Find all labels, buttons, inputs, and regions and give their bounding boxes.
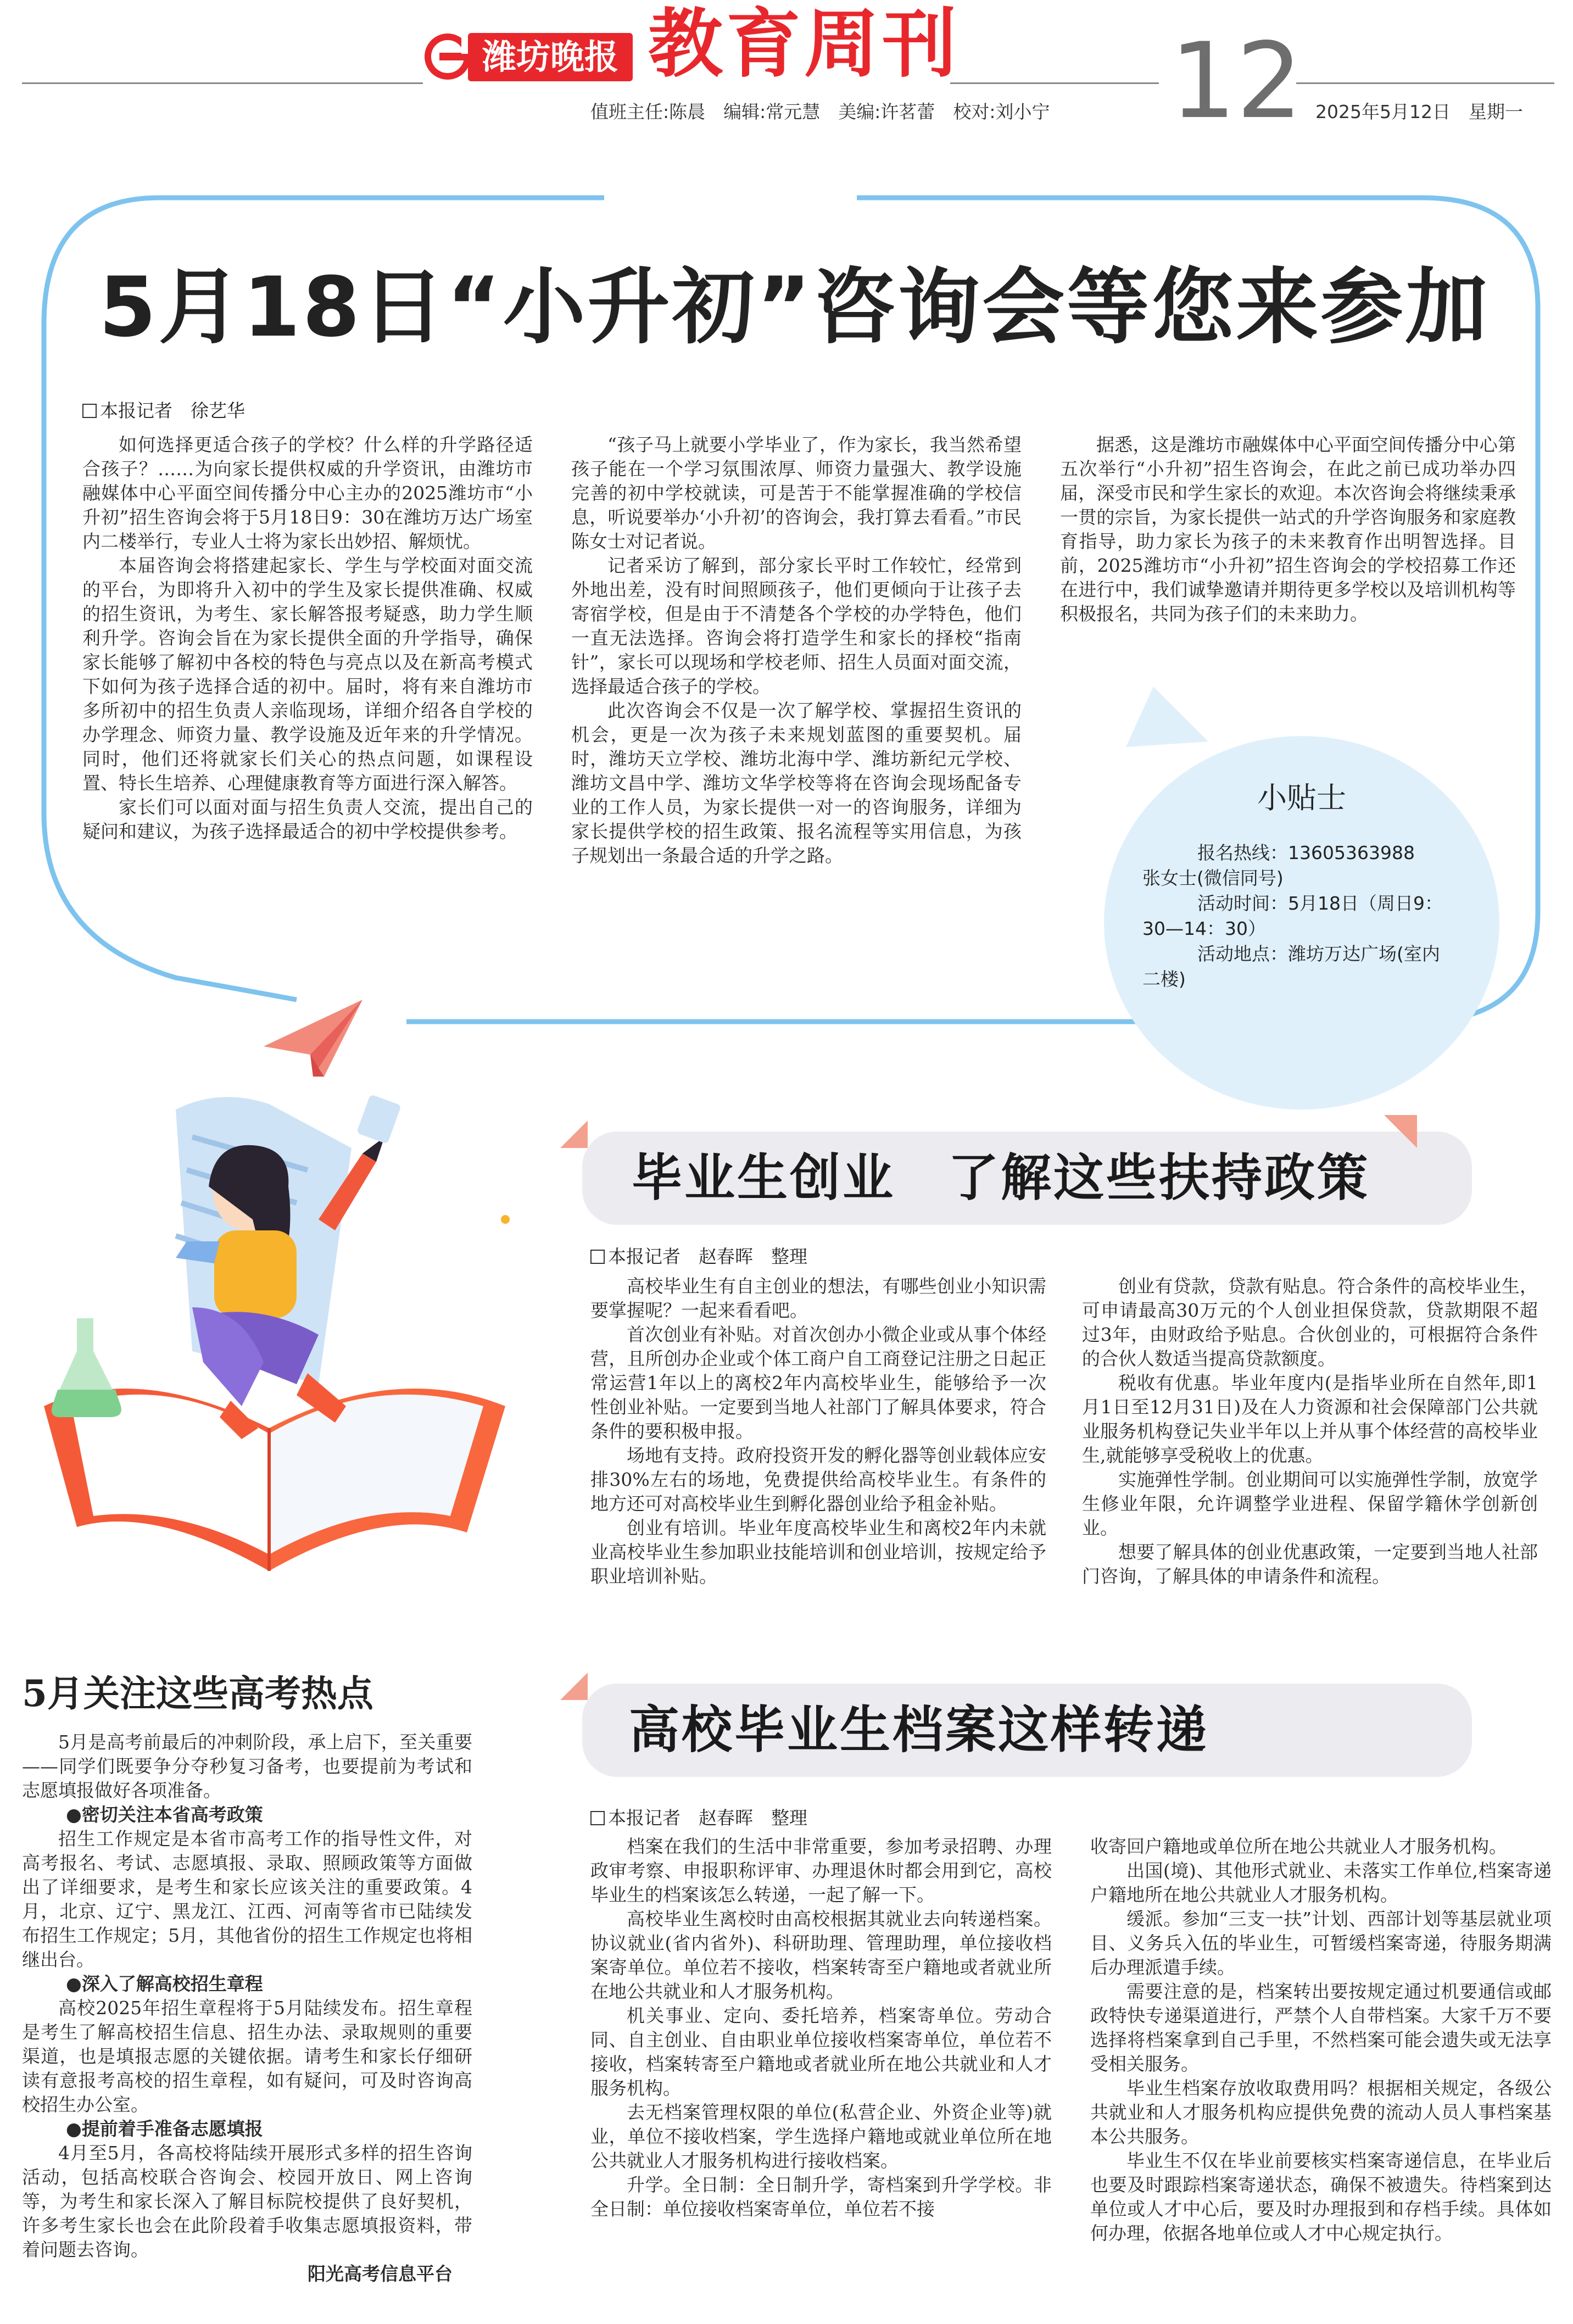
paragraph: 5月是高考前最后的冲刺阶段，承上启下，至关重要——同学们既要争分夺秒复习备考，也要提前为考试和志愿填报做好各项准备。 [22,1731,472,1801]
paragraph: 机关事业、定向、委托培养，档案寄单位。劳动合同、自主创业、自由职业单位接收档案寄单位，单位若不接收，档案转寄至户籍地或者就业所在地公共就业和人才服务机构。 [590,2005,1052,2099]
paragraph: 高校毕业生有自主创业的想法，有哪些创业小知识需要掌握呢？一起来看看吧。 [590,1275,1046,1321]
article1-col3 [1060,433,1516,626]
paragraph: 需要注意的是，档案转出要按规定通过机要通信或邮政特快专递渠道进行，严禁个人自带档案。大家千万不要选择将档案拿到自己手里，不然档案可能会遗失或无法享受相关服务。 [1090,1981,1552,2075]
byline-box-icon [590,1250,605,1264]
paragraph: 场地有支持。政府投资开发的孵化器等创业载体应安排30%左右的场地，免费提供给高校毕业生。有条件的地方还可对高校毕业生到孵化器创业给予租金补贴。 [590,1445,1046,1514]
byline-box-icon [82,404,97,418]
tips-box [1104,736,1499,1110]
article1-col1 [82,433,533,844]
paragraph: 本届咨询会将搭建起家长、学生与学校面对面交流的平台，为即将升入初中的学生及家长提供准确、权威的招生资讯，为考生、家长解答报考疑惑，助力学生顺利升学。咨询会旨在为家长提供全面的升学指导，确保家长能够了解初中各校的特色与亮点以及在新高考模式下如何为孩子选择合适的初中。届时，将有来自潍坊市多所初中的招生负责人亲临现场，详细介绍各自学校的办学理念、师资力量、教学设施及近年来的升学情况。同时，他们还将就家长们关心的热点问题，如课程设置、特长生培养、心理健康教育等方面进行深入解答。 [82,555,533,794]
paragraph: 高校2025年招生章程将于5月陆续发布。招生章程是考生了解高校招生信息、招生办法、录取规则的重要渠道，也是填报志愿的关键依据。请考生和家长仔细研读有意报考高校的招生章程，如有疑问，可及时咨询高校招生办公室。 [22,1997,472,2115]
tips-time: 活动时间：5月18日（周日9：30—14：30） [1142,893,1443,939]
article1-byline-text: 本报记者 徐艺华 [100,400,245,421]
article3-subhead: ●提前着手准备志愿填报 [66,2118,263,2139]
article1-title: 5月18日“小升初”咨询会等您来参加 [99,260,1490,355]
paragraph: 此次咨询会不仅是一次了解学校、掌握招生资讯的机会，更是一次为孩子未来规划蓝图的重要契机。届时，潍坊天立学校、潍坊北海中学、潍坊新纪元学校、潍坊文昌中学、潍坊文华学校等将在咨询会现场配备专业的工作人员，为家长提供一对一的咨询服务，详细为家长提供学校的招生政策、报名流程等实用信息，为孩子规划出一条最合适的升学之路。 [571,700,1022,866]
masthead [0,0,1573,143]
paragraph: 创业有培训。毕业年度高校毕业生和离校2年内未就业高校毕业生参加职业技能培训和创业培训，按规定给予职业培训补贴。 [590,1517,1046,1587]
tips-title: 小贴士 [1257,781,1346,815]
article1-byline [82,397,245,422]
paragraph: 档案在我们的生活中非常重要，参加考录招聘、办理政审考察、申报职称评审、办理退休时都会用到它，高校毕业生的档案该怎么转递，一起了解一下。 [590,1836,1052,1905]
section-title: 教育周刊 [648,0,960,88]
paragraph: 出国(境)、其他形式就业、未落实工作单位,档案寄递户籍地所在地公共就业人才服务机构。 [1090,1860,1552,1905]
tips-details [1142,840,1450,992]
article3-source: 阳光高考信息平台 [308,2263,453,2284]
banner-arrow-icon [560,1673,588,1700]
paragraph: 招生工作规定是本省市高考工作的指导性文件，对高考报名、考试、志愿填报、录取、照顾政策等方面做出了详细要求，是考生和家长应该关注的重要政策。4月，北京、辽宁、黑龙江、江西、河南等省市已陆续发布招生工作规定；5月，其他省份的招生工作规定也将相继出台。 [22,1828,472,1970]
article2-col1 [590,1274,1046,1589]
paper-plane-icon [258,994,368,1082]
article4-title: 高校毕业生档案这样转递 [629,1701,1209,1759]
paragraph: 首次创业有补贴。对首次创办小微企业或从事个体经营，且所创办企业或个体工商户自工商登记注册之日起正常运营1年以上的离校2年内高校毕业生，能够给予一次性创业补贴。一定要到当地人社部门了解具体要求，符合条件的要积极申报。 [590,1324,1046,1442]
brand-logo-icon [423,32,472,81]
tips-hotline: 报名热线：13605363988 [1197,842,1415,863]
article4-col2 [1090,1835,1552,2245]
paragraph: 升学。全日制：全日制升学，寄档案到升学学校。非全日制：单位接收档案寄单位，单位若不接 [590,2174,1052,2220]
masthead-rule-right [950,82,1159,84]
article3-body [22,1730,472,2286]
paragraph: 据悉，这是潍坊市融媒体中心平面空间传播分中心第五次举行“小升初”招生咨询会，在此之前已成功举办四届，深受市民和学生家长的欢迎。本次咨询会将继续秉承一贯的宗旨，为家长提供一站式的升学咨询服务和家庭教育指导，助力家长为孩子的未来教育作出明智选择。目前，2025潍坊市“小升初”招生咨询会的学校招募工作还在进行中，我们诚挚邀请并期待更多学校以及培训机构等积极报名，共同为孩子们的未来助力。 [1060,434,1516,625]
paragraph: 去无档案管理权限的单位(私营企业、外资企业等)就业，单位不接收档案，学生选择户籍地或就业单位所在地公共就业人才服务机构进行接收档案。 [590,2102,1052,2171]
paragraph: 记者采访了解到，部分家长平时工作较忙，经常到外地出差，没有时间照顾孩子，他们更倾向于让孩子去寄宿学校，但是由于不清楚各个学校的办学特色，他们一直无法选择。咨询会将打造学生和家长的择校“指南针”，家长可以现场和学校老师、招生人员面对面交流，选择最适合孩子的学校。 [571,555,1022,697]
paragraph: 创业有贷款，贷款有贴息。符合条件的高校毕业生，可申请最高30万元的个人创业担保贷款，贷款期限不超过3年，由财政给予贴息。合伙创业的，可根据符合条件的合伙人数适当提高贷款额度。 [1082,1275,1538,1369]
paragraph: “孩子马上就要小学毕业了，作为家长，我当然希望孩子能在一个学习氛围浓厚、师资力量强大、教学设施完善的初中学校就读，可是苦于不能掌握准确的学校信息，听说要举办‘小升初’的咨询会，我打算去看看。”市民陈女士对记者说。 [571,434,1022,552]
brand-logo [423,26,643,87]
brand-name: 潍坊晚报 [468,33,633,81]
paragraph: 税收有优惠。毕业年度内(是指毕业所在自然年,即1月1日至12月31日)及在人力资源和社会保障部门公共就业服务机构登记失业半年以上并从事个体经营的高校毕业生,就能够享受税收上的优惠。 [1082,1372,1538,1466]
paragraph: 实施弹性学制。创业期间可以实施弹性学制，放宽学生修业年限，允许调整学业进程、保留学籍休学创新创业。 [1082,1469,1538,1539]
banner-arrow-icon [1384,1115,1417,1148]
staff-credits: 值班主任:陈晨 编辑:常元慧 美编:许茗蕾 校对:刘小宁 [590,101,1050,122]
paragraph: 毕业生档案存放收取费用吗？根据相关规定，各级公共就业和人才服务机构应提供免费的流动人员人事档案基本公共服务。 [1090,2077,1552,2147]
paragraph: 缓派。参加“三支一扶”计划、西部计划等基层就业项目、义务兵入伍的毕业生，可暂缓档案寄递，待服务期满后办理派遣手续。 [1090,1908,1552,1978]
girl-reading-illustration [11,1077,533,1604]
article2-title: 毕业生创业 了解这些扶持政策 [632,1149,1370,1207]
article3-subhead: ●密切关注本省高考政策 [66,1804,263,1825]
article1-col2 [571,433,1022,868]
article3-subhead: ●深入了解高校招生章程 [66,1973,263,1994]
paragraph: 如何选择更适合孩子的学校？什么样的升学路径适合孩子？……为向家长提供权威的升学资讯，由潍坊市融媒体中心平面空间传播分中心主办的2025潍坊市“小升初”招生咨询会将于5月18日9：30在潍坊万达广场室内二楼举行，专业人士将为家长出妙招、解烦忧。 [82,434,533,552]
paragraph: 想要了解具体的创业优惠政策，一定要到当地人社部门咨询，了解具体的申请条件和流程。 [1082,1541,1538,1587]
paragraph: 家长们可以面对面与招生负责人交流，提出自己的疑问和建议，为孩子选择最适合的初中学校提供参考。 [82,796,533,842]
article4-col1 [590,1835,1052,2221]
masthead-rule-left [22,82,423,84]
article4-byline [590,1804,807,1830]
article3-title: 5月关注这些高考热点 [22,1672,373,1715]
paragraph: 高校毕业生离校时由高校根据其就业去向转递档案。协议就业(省内省外)、科研助理、管理助理，单位接收档案寄单位。单位若不接收，档案转寄至户籍地或者就业所在地公共就业和人才服务机构。 [590,1908,1052,2002]
paragraph: 毕业生不仅在毕业前要核实档案寄递信息，在毕业后也要及时跟踪档案寄递状态，确保不被遗失。待档案到达单位或人才中心后，要及时办理报到和存档手续。具体如何办理，依据各地单位或人才中心规定执行。 [1090,2150,1552,2244]
byline-box-icon [590,1811,605,1825]
masthead-rule-far [1296,82,1554,84]
paragraph: 4月至5月，各高校将陆续开展形式多样的招生咨询活动，包括高校联合咨询会、校园开放日、网上咨询等，为考生和家长深入了解目标院校提供了良好契机，许多考生家长也会在此阶段着手收集志愿填报资料，带着问题去咨询。 [22,2142,472,2260]
article2-byline-text: 本报记者 赵春晖 整理 [608,1246,807,1267]
tips-place: 活动地点：潍坊万达广场(室内二楼) [1142,943,1440,990]
issue-date: 2025年5月12日 星期一 [1315,101,1523,122]
banner-arrow-icon [560,1121,588,1148]
tips-contact: 张女士(微信同号) [1142,867,1284,889]
article4-byline-text: 本报记者 赵春晖 整理 [608,1807,807,1829]
article2-byline [590,1242,807,1268]
page-number: 12 [1170,20,1303,142]
paragraph: 收寄回户籍地或单位所在地公共就业人才服务机构。 [1090,1836,1507,1857]
article2-col2 [1082,1274,1538,1589]
